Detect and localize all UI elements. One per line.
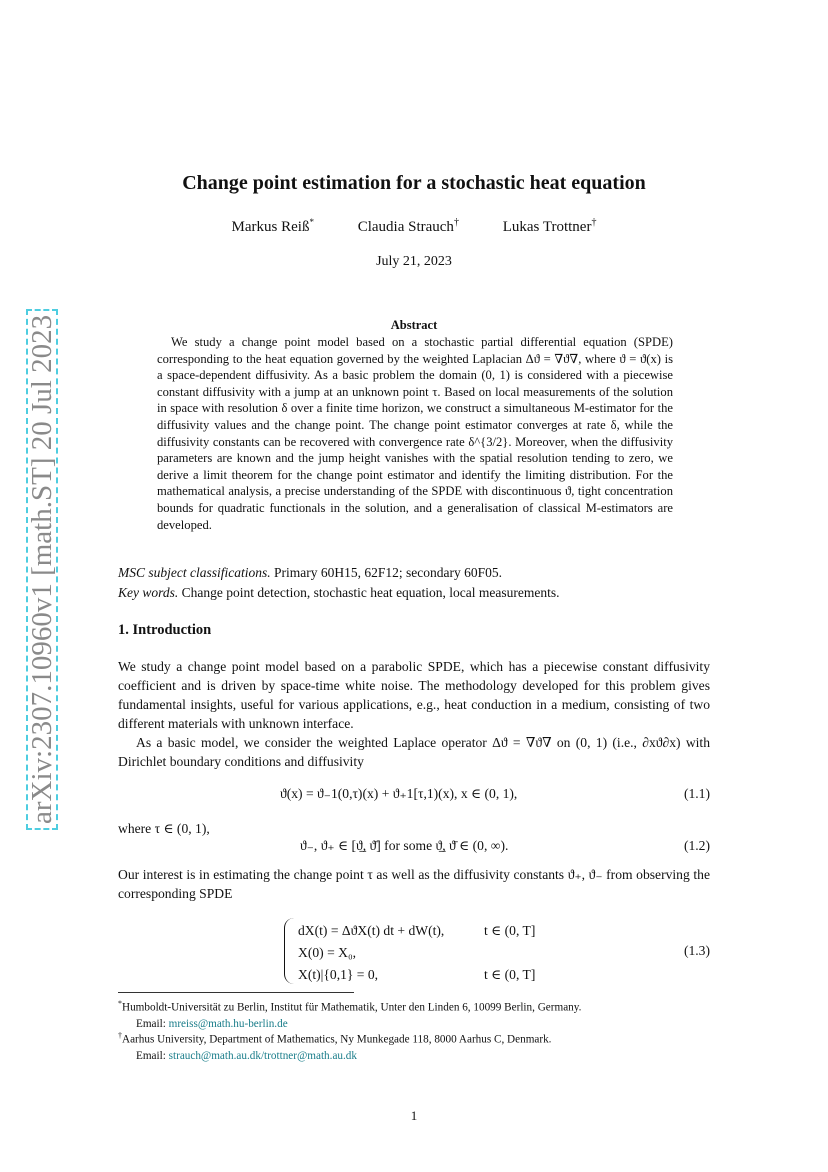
- paragraph: We study a change point model based on a parabolic SPDE, which has a piecewise constant diffusivity coefficient and is driven by space-time white noise. The methodology developed for this problem gives fundamental insights, useful for various applications, e.g., heat conduction in a medium, consisting of two different materials with unknown interface.: [118, 659, 710, 731]
- paragraph: Our interest is in estimating the change point τ as well as the diffusivity constants ϑ₊, ϑ₋ from observing the corresponding SPDE: [118, 867, 710, 901]
- page-number: 1: [410, 1108, 418, 1123]
- keywords-text: Change point detection, stochastic heat equation, local measurements.: [181, 585, 560, 600]
- msc-text: Primary 60H15, 62F12; secondary 60F05.: [274, 565, 502, 580]
- paper-date: July 21, 2023: [376, 254, 452, 269]
- abstract-heading: Abstract: [390, 318, 438, 332]
- paragraph: where τ ∈ (0, 1),: [118, 821, 210, 836]
- msc-label: MSC subject classifications.: [118, 565, 271, 580]
- paragraph: As a basic model, we consider the weighted Laplace operator Δϑ = ∇ϑ∇ on (0, 1) (i.e., ∂xϑ∂x) with Dirichlet boundary conditions and diffusivity: [118, 735, 710, 769]
- author-list: [0, 217, 828, 236]
- equation-number: (1.1): [683, 786, 710, 801]
- footnote: †Aarhus University, Department of Mathematics, Ny Munkegade 118, 8000 Aarhus C, Denmark. Email: strauch@math.au.dk/trottner@math.au.dk: [118, 1031, 552, 1062]
- classification-block: [118, 563, 718, 603]
- email-link[interactable]: strauch@math.au.dk/trottner@math.au.dk: [168, 1049, 357, 1062]
- footnote: *Humboldt-Universität zu Berlin, Institut für Mathematik, Unter den Linden 6, 10099 Berlin, Germany. Email: mreiss@math.hu-berlin.de: [118, 999, 582, 1030]
- footnote-rule: [118, 992, 354, 993]
- abstract-text: We study a change point model based on a stochastic partial differential equation (SPDE) corresponding to the heat equation governed by the weighted Laplacian Δϑ = ∇ϑ∇, where ϑ = ϑ(x) is a space-dependent diffusivity. As a basic problem the domain (0, 1) is considered with a piecewise constant diffusivity with a jump at an unknown point τ. Based on local measurements of the solution in space with resolution δ over a finite time horizon, we construct a simultaneous M-estimator for the diffusivity values and the change point. The change point estimator converges at rate δ, while the diffusivity constants can be recovered with convergence rate δ^{3/2}. Moreover, when the diffusivity parameters are known and the jump height vanishes with the spatial resolution tending to zero, we derive a limit theorem for the change point estimator and identify the limiting distribution. For the mathematical analysis, a precise understanding of the SPDE with discontinuous ϑ, tight concentration bounds for quadratic functionals in the solution, and a generalisation of classical M-estimators are developed.: [157, 335, 673, 532]
- keywords-label: Key words.: [118, 585, 179, 600]
- author: Lukas Trottner†: [502, 217, 597, 235]
- paper-title: Change point estimation for a stochastic heat equation: [182, 172, 646, 194]
- equation: ϑ₋, ϑ₊ ∈ [ϑ̲, ϑ̄] for some ϑ̲, ϑ̄ ∈ (0, ∞).: [300, 838, 509, 853]
- arxiv-stamp[interactable]: arXiv:2307.10960v1 [math.ST] 20 Jul 2023: [26, 309, 58, 830]
- equation-number: (1.2): [683, 838, 710, 853]
- equation-system: dX(t) = ΔϑX(t) dt + dW(t), t ∈ (0, T] X(0) = X₀, X(t)|{0,1} = 0, t ∈ (0, T]: [298, 923, 536, 982]
- equation-number: (1.3): [683, 943, 710, 958]
- section-heading: 1. Introduction: [118, 622, 212, 638]
- equation-brace: [284, 918, 295, 984]
- equation: ϑ(x) = ϑ₋1(0,τ)(x) + ϑ₊1[τ,1)(x), x ∈ (0, 1),: [280, 786, 518, 801]
- author: Claudia Strauch†: [357, 217, 459, 235]
- email-link[interactable]: mreiss@math.hu-berlin.de: [168, 1017, 288, 1030]
- author: Markus Reiß*: [231, 217, 314, 235]
